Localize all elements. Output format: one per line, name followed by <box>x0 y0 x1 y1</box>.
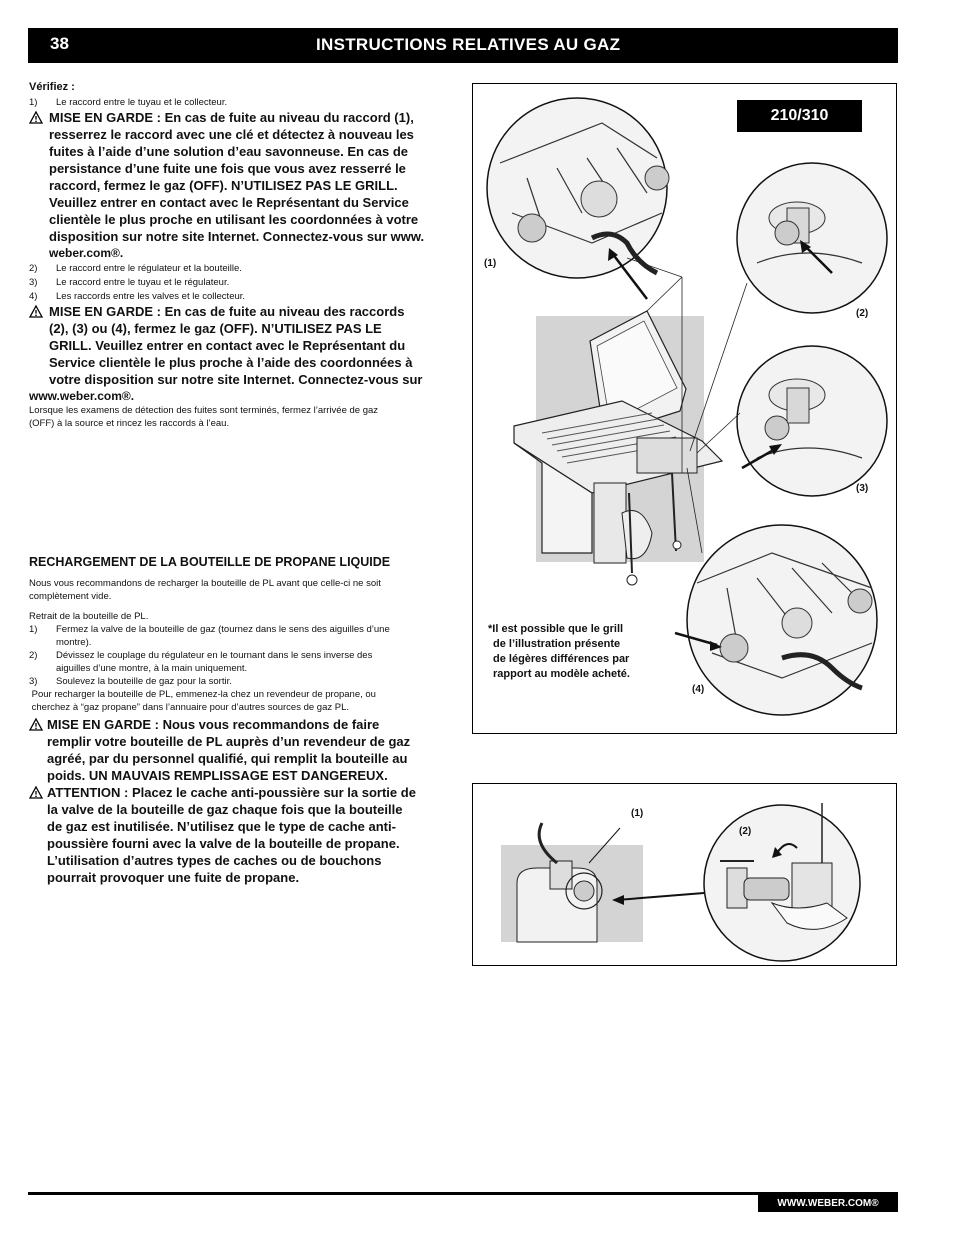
removal-title: Retrait de la bouteille de PL. <box>29 611 149 622</box>
fig2-callout-1: (1) <box>631 808 644 819</box>
dealer-paragraph: Pour recharger la bouteille de PL, emmenez-la chez un revendeur de propane, ou cherchez à “gaz propane” dans l’annuaire pour d’autres sources de gaz PL. <box>29 689 376 713</box>
warning-triangle-icon <box>29 305 43 318</box>
caution-block: ATTENTION : Placez le cache anti-poussière sur la sortie de la valve de la bouteille de gaz chaque fois que la bouteille de gaz est inutilisée. N’utilisez que le type de cache anti- poussière fourni avec la valve de la bouteille de propane. L’utilisation d’autres types de caches ou de bouchons pourrait provoquer une fuite de propane. <box>29 784 454 886</box>
callout-1: (1) <box>484 258 497 269</box>
removal-step-1: 1) Fermez la valve de la bouteille de gaz (tournez dans le sens des aiguilles d’une montre). <box>29 624 390 648</box>
removal-step-3: 3) Soulevez la bouteille de gaz pour la sortir. <box>29 676 232 687</box>
page-header <box>28 28 898 63</box>
callout-3: (3) <box>856 483 869 494</box>
warning-triangle-icon <box>29 786 43 799</box>
warning-triangle-icon <box>29 718 43 731</box>
tank-valve-illustration <box>472 783 897 966</box>
footer-url: WWW.WEBER.COM® <box>758 1195 898 1212</box>
callout-2: (2) <box>856 308 869 319</box>
refill-heading: RECHARGEMENT DE LA BOUTEILLE DE PROPANE LIQUIDE <box>29 555 391 569</box>
warning-block-1: MISE EN GARDE : En cas de fuite au niveau du raccord (1), resserrez le raccord avec une clé et détectez à nouveau les fuites à l’aide d’une solution d’eau savonneuse. En cas de persistance d’une fuite une fois que vous avez resserré le raccord, fermez le gaz (OFF). N’UTILISEZ PAS LE GRILL. Veuillez entrer en contact avec le Représentant du Service clientèle le plus proche en utilisant les coordonnées à votre disposition sur notre site Internet. Connectez-vous sur www. weber.com®. <box>29 109 454 262</box>
refill-intro: Nous vous recommandons de recharger la bouteille de PL avant que celle-ci ne soit complètement vide. <box>29 578 381 602</box>
warning-triangle-icon <box>29 111 43 124</box>
warning-block-3: MISE EN GARDE : Nous vous recommandons de faire remplir votre bouteille de PL auprès d’un revendeur de gaz agréé, par du personnel qualifié, qui remplit la bouteille au poids. UN MAUVAIS REMPLISSAGE EST DANGEREUX. <box>29 716 454 784</box>
check-title: Vérifiez : <box>29 81 75 93</box>
callout-4: (4) <box>692 684 705 695</box>
warning-block-2: MISE EN GARDE : En cas de fuite au niveau des raccords (2), (3) ou (4), fermez le gaz (OFF). N’UTILISEZ PAS LE GRILL. Veuillez entrer en contact avec le Représentant du Service clientèle le plus proche à l’aide des coordonnées à votre disposition sur notre site Internet. Connectez-vous sur www.weber.com®. <box>29 304 423 403</box>
illustration-note: *Il est possible que le grill de l’illustration présente de légères différences par rapport au modèle acheté. <box>488 623 630 680</box>
fig2-callout-2: (2) <box>739 826 752 837</box>
removal-step-2: 2) Dévissez le couplage du régulateur en le tournant dans le sens inverse des aiguilles d’une montre, à la main uniquement. <box>29 650 373 674</box>
page-number: 38 <box>50 34 69 53</box>
page-title: INSTRUCTIONS RELATIVES AU GAZ <box>316 35 621 54</box>
after-check-paragraph: Lorsque les examens de détection des fuites sont terminés, fermez l’arrivée de gaz (OFF) à la source et rincez les raccords à l’eau. <box>29 405 379 429</box>
model-badge: 210/310 <box>737 100 862 132</box>
